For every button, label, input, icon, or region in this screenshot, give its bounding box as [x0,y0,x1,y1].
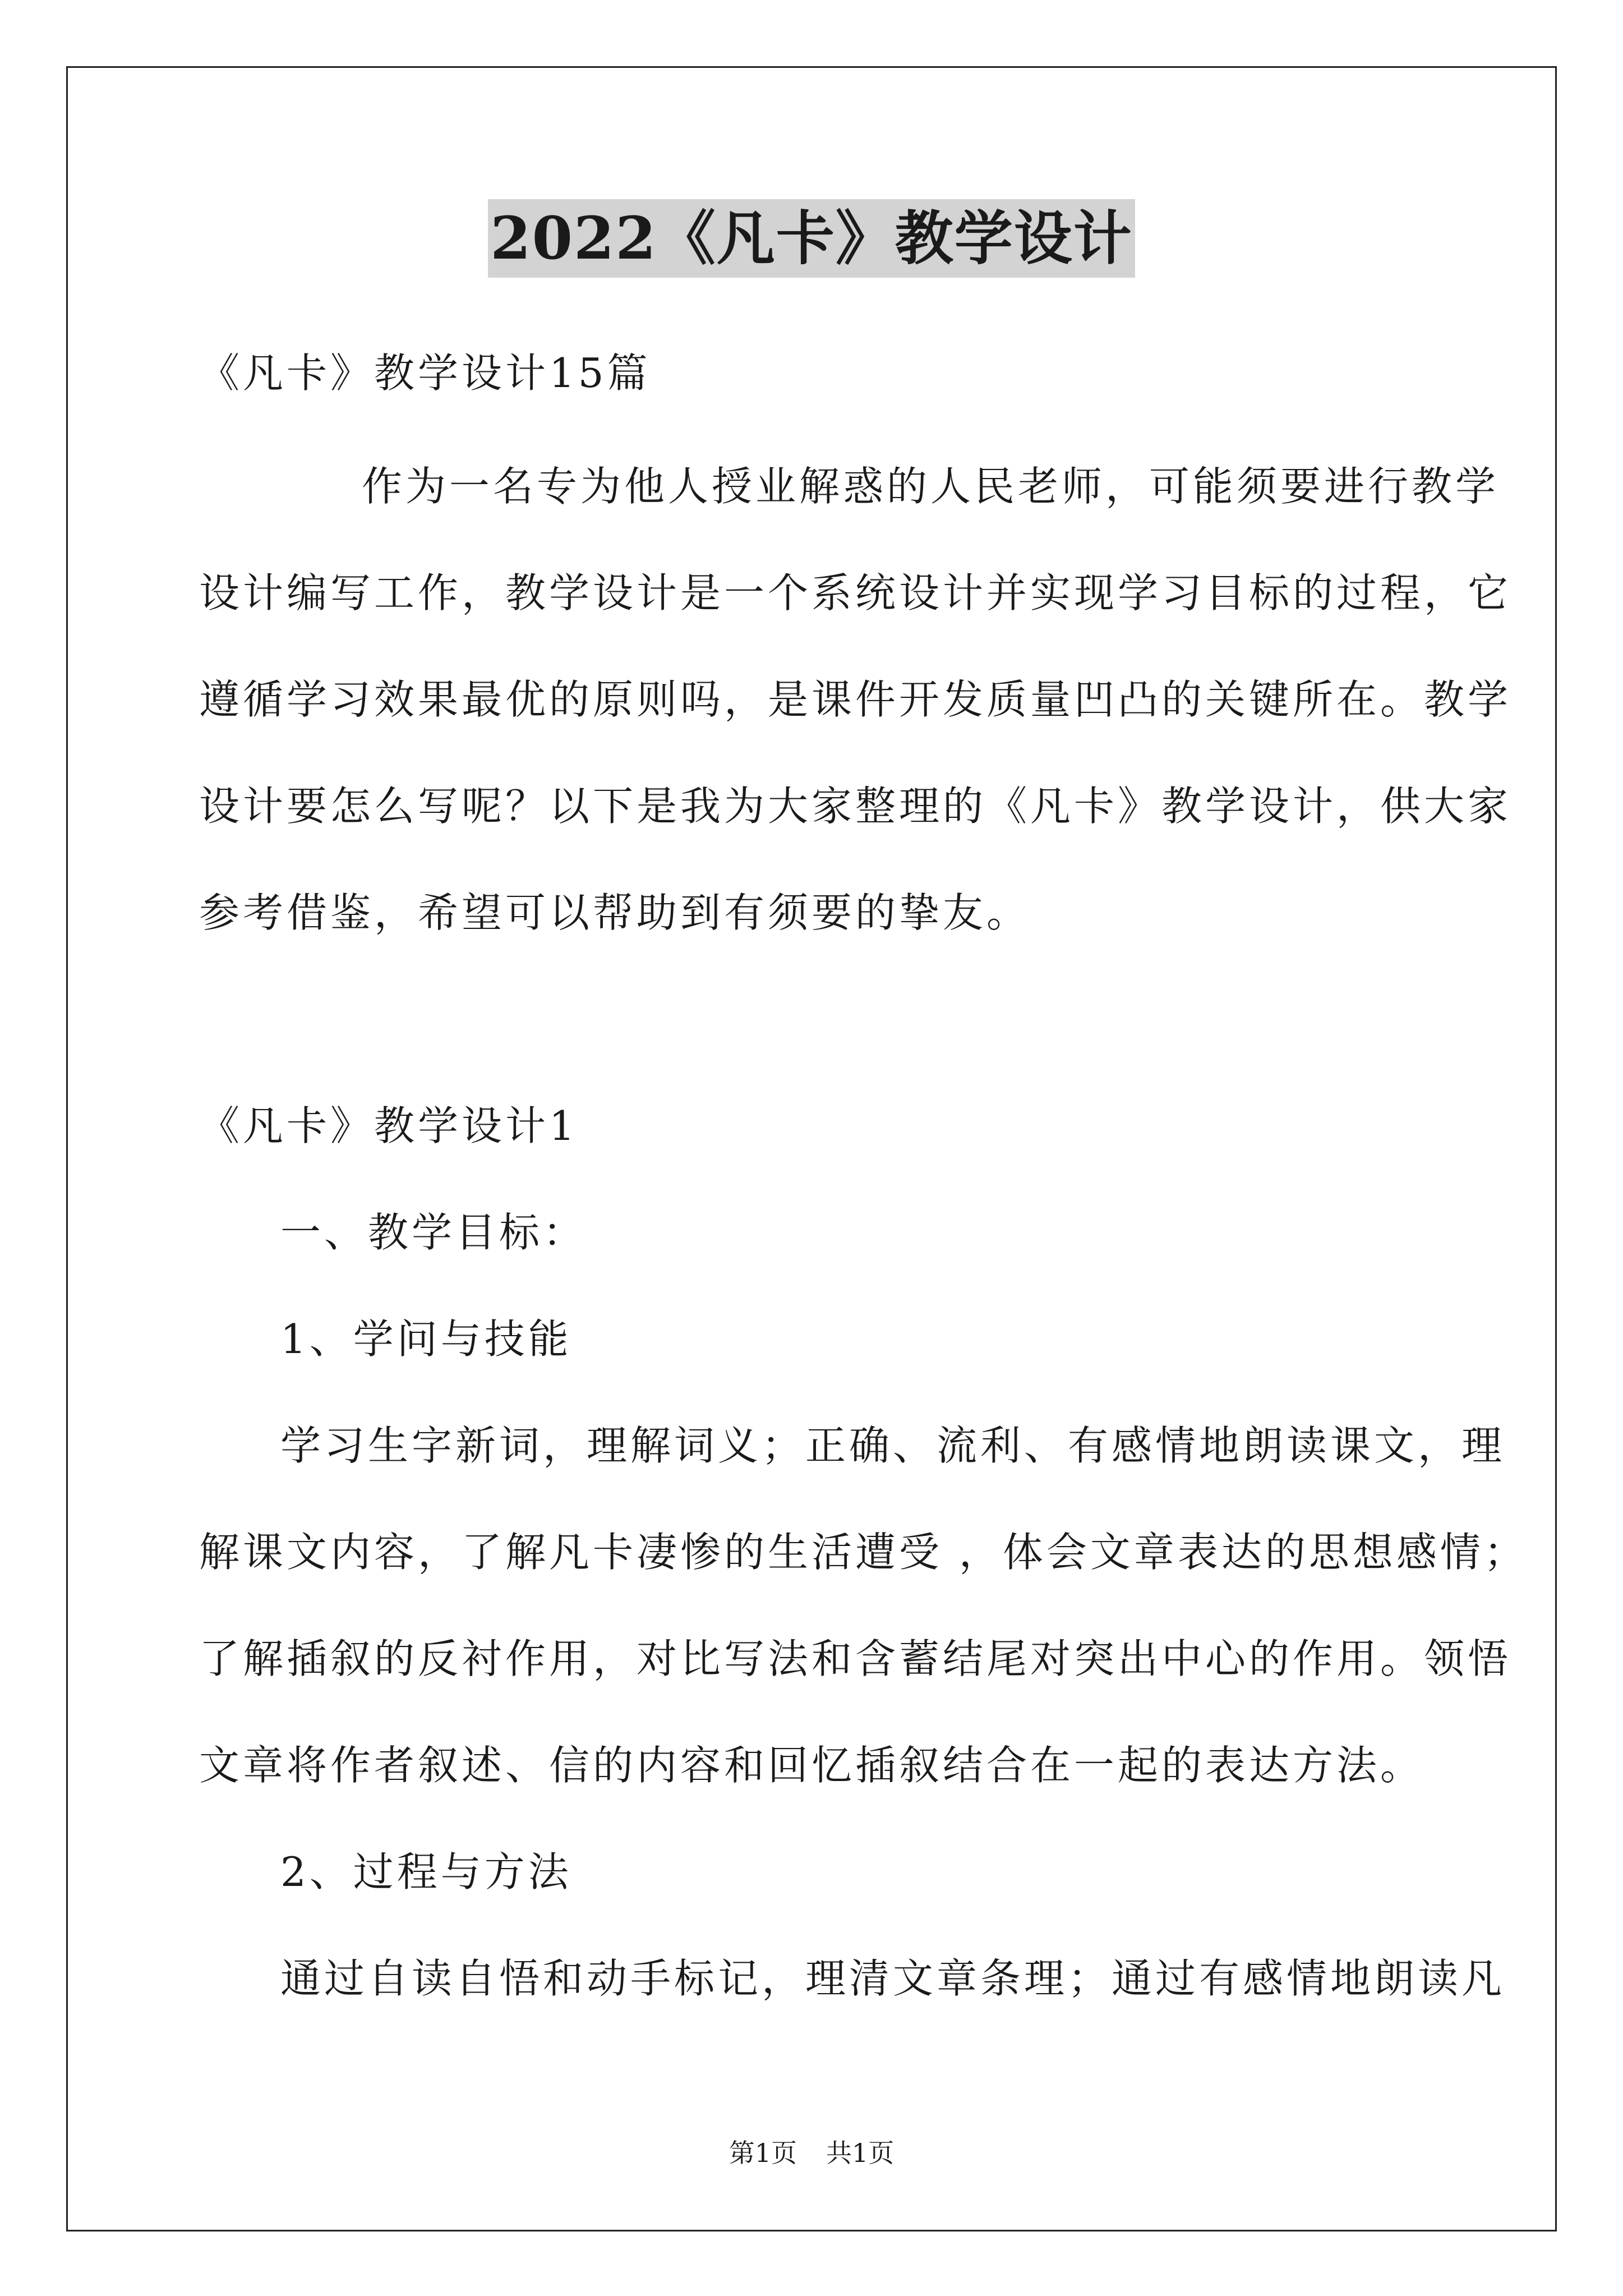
page-footer [0,2136,1623,2170]
item1-line-2: 解课文内容，了解凡卡凄惨的生活遭受 ，体会文章表达的思想感情； [199,1529,1528,1576]
intro-line-1: 作为一名专为他人授业解惑的人民老师，可能须要进行教学 [362,463,1500,510]
intro-line-2: 设计编写工作，教学设计是一个系统设计并实现学习目标的过程，它 [199,569,1512,616]
item1-line-4: 文章将作者叙述、信的内容和回忆插叙结合在一起的表达方法。 [199,1742,1424,1789]
objectives-heading: 一、教学目标： [280,1209,587,1256]
item2-line-1: 通过自读自悟和动手标记，理清文章条理；通过有感情地朗读凡 [280,1955,1506,2002]
document-title: 2022《凡卡》教学设计 [488,199,1135,278]
section-heading: 《凡卡》教学设计1 [199,1102,578,1149]
item1-line-1: 学习生字新词，理解词义；正确、流利、有感情地朗读课文，理 [280,1422,1506,1469]
intro-line-3: 遵循学习效果最优的原则吗，是课件开发质量凹凸的关键所在。教学 [199,676,1512,723]
document-subtitle: 《凡卡》教学设计15篇 [199,349,651,397]
item2-heading: 2、过程与方法 [280,1848,572,1895]
item1-heading: 1、学问与技能 [280,1315,572,1363]
page-number: 第1页 [728,2138,797,2168]
intro-line-5: 参考借鉴，希望可以帮助到有须要的挚友。 [199,889,1031,936]
title-container [0,199,1623,278]
item1-line-3: 了解插叙的反衬作用，对比写法和含蓄结尾对突出中心的作用。领悟 [199,1635,1512,1682]
intro-line-4: 设计要怎么写呢？以下是我为大家整理的《凡卡》教学设计，供大家 [199,783,1512,830]
page-total: 共1页 [826,2138,895,2168]
